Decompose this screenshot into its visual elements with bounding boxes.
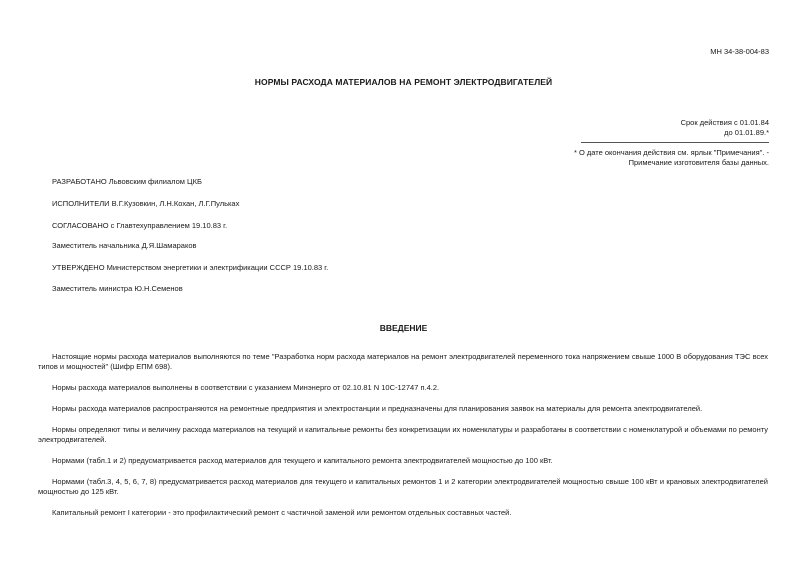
paragraph: Нормами (табл.1 и 2) предусматривается расход материалов для текущего и капитального ремонта электродвигателей мощностью до 100 кВт. — [52, 456, 553, 465]
meta-deputy-minister: Заместитель министра Ю.Н.Семенов — [52, 284, 183, 293]
footnote-line-1: * О дате окончания действия см. ярлык "Примечания". - — [573, 148, 769, 157]
paragraph: Нормы расхода материалов распространяются на ремонтные предприятия и электростанции и предназначены для планирования заявок на материалы для ремонта электродвигателей. — [52, 404, 703, 413]
document-title: НОРМЫ РАСХОДА МАТЕРИАЛОВ НА РЕМОНТ ЭЛЕКТРОДВИГАТЕЛЕЙ — [254, 77, 553, 87]
footnote-separator — [581, 142, 769, 143]
validity-to: до 01.01.89.* — [724, 128, 769, 137]
meta-deputy-head: Заместитель начальника Д.Я.Шамараков — [52, 241, 197, 250]
validity-period — [681, 118, 769, 138]
footnote — [574, 148, 769, 168]
section-title: ВВЕДЕНИЕ — [379, 323, 428, 333]
validity-from: Срок действия с 01.01.84 — [680, 118, 769, 127]
footnote-line-2: Примечание изготовителя базы данных. — [628, 158, 769, 167]
paragraph: Нормы расхода материалов выполнены в соответствии с указанием Минэнерго от 02.10.81 N 10С-12747 п.4.2. — [52, 383, 440, 392]
paragraph: Нормы определяют типы и величину расхода материалов на текущий и капитальные ремонты без конкретизации их номенклатуры и разработаны в соответствии с номенклатурой и объемами по ремонту электродвигателей. — [38, 425, 768, 444]
meta-executors: ИСПОЛНИТЕЛИ В.Г.Кузовкин, Л.Н.Кохан, Л.Г.Пульках — [52, 199, 240, 208]
meta-approved: УТВЕРЖДЕНО Министерством энергетики и электрификации СССР 19.10.83 г. — [52, 263, 329, 272]
paragraph: Нормами (табл.3, 4, 5, 6, 7, 8) предусматривается расход материалов для текущего и капитальных ремонтов 1 и 2 категории электродвигателей мощностью свыше 100 кВт и крановых электродвигателей мощностью до 125 кВт. — [38, 477, 768, 496]
paragraph: Капитальный ремонт I категории - это профилактический ремонт с частичной заменой или ремонтом отдельных составных частей. — [52, 508, 512, 517]
document-code: МН 34-38-004-83 — [710, 47, 769, 56]
paragraph: Настоящие нормы расхода материалов выполняются по теме "Разработка норм расхода материалов на ремонт электродвигателей переменного тока напряжением свыше 1000 В оборудования ТЭС всех типов и мощностей" (Шифр ЕПМ 698). — [38, 352, 768, 371]
meta-agreed: СОГЛАСОВАНО с Главтехуправлением 19.10.83 г. — [52, 221, 228, 230]
meta-developed: РАЗРАБОТАНО Львовским филиалом ЦКБ — [52, 177, 202, 186]
